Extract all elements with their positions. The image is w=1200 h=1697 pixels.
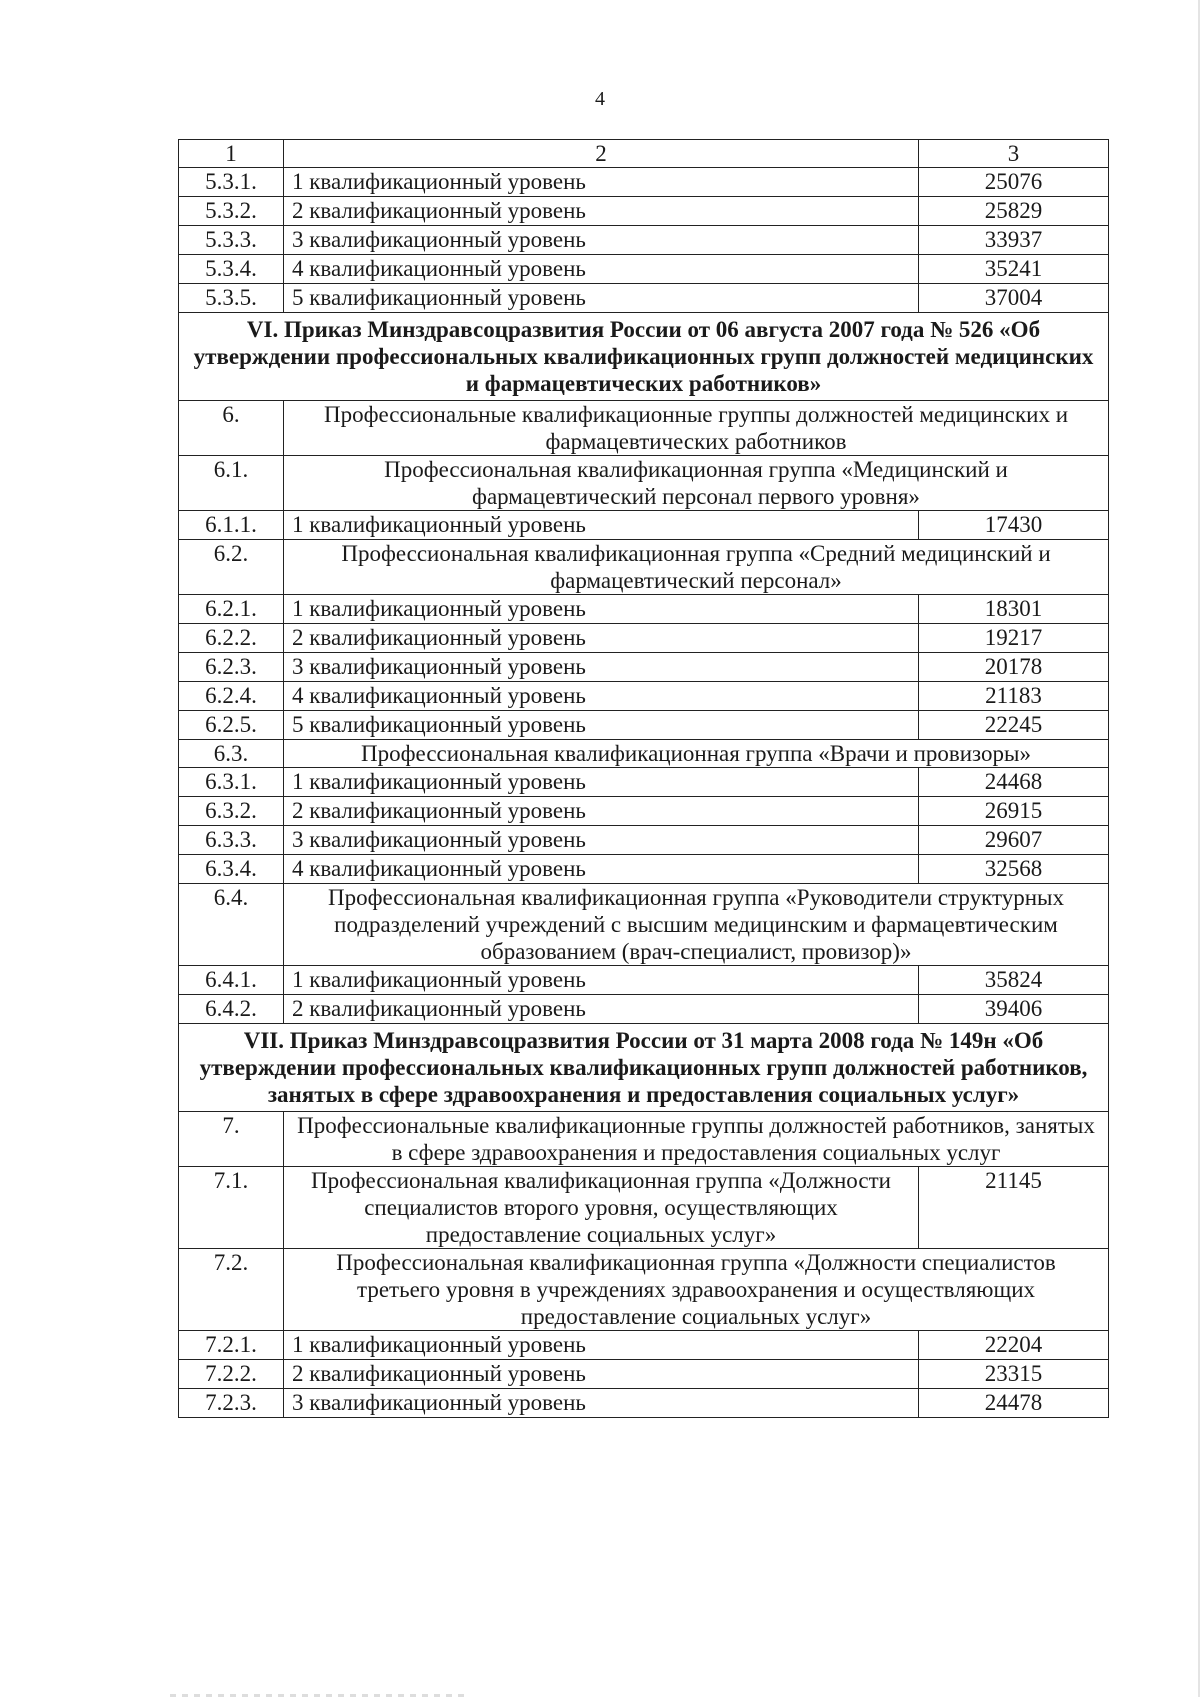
item-number: 5.3.2.: [179, 197, 284, 226]
table-row: [179, 884, 1109, 966]
item-number: 5.3.3.: [179, 226, 284, 255]
level-name: 1 квалификационный уровень: [284, 1331, 919, 1360]
level-name: 2 квалификационный уровень: [284, 624, 919, 653]
level-name: 2 квалификационный уровень: [284, 1360, 919, 1389]
salary-value: 19217: [919, 624, 1109, 653]
salary-value: 20178: [919, 653, 1109, 682]
salary-value: 21145: [919, 1167, 1109, 1249]
salary-value: 29607: [919, 826, 1109, 855]
table-row: [179, 682, 1109, 711]
salary-value: 25076: [919, 168, 1109, 197]
level-name: 1 квалификационный уровень: [284, 595, 919, 624]
salary-value: 17430: [919, 511, 1109, 540]
item-number: 6.1.: [179, 456, 284, 511]
table-row: [179, 624, 1109, 653]
item-number: 5.3.1.: [179, 168, 284, 197]
salary-value: 39406: [919, 995, 1109, 1024]
level-name: 4 квалификационный уровень: [284, 855, 919, 884]
section-title: VI. Приказ Минздравсоцразвития России от 06 августа 2007 года № 526 «Об утверждении профессиональных квалификационных групп должностей медицинских и фармацевтических работников»: [179, 313, 1109, 401]
level-name: 3 квалификационный уровень: [284, 1389, 919, 1418]
item-number: 6.2.5.: [179, 711, 284, 740]
salary-value: 23315: [919, 1360, 1109, 1389]
item-number: 6.2.1.: [179, 595, 284, 624]
group-name: Профессиональные квалификационные группы должностей медицинских и фармацевтических работников: [284, 401, 1109, 456]
salary-value: 35824: [919, 966, 1109, 995]
item-number: 7.2.3.: [179, 1389, 284, 1418]
salary-value: 21183: [919, 682, 1109, 711]
salary-value: 22204: [919, 1331, 1109, 1360]
salary-value: 35241: [919, 255, 1109, 284]
item-number: 6.1.1.: [179, 511, 284, 540]
level-name: 4 квалификационный уровень: [284, 682, 919, 711]
level-name: 3 квалификационный уровень: [284, 653, 919, 682]
item-number: 7.1.: [179, 1167, 284, 1249]
table-row: [179, 797, 1109, 826]
group-name: Профессиональная квалификационная группа «Должности специалистов третьего уровня в учреждениях здравоохранения и осуществляющих предоставление социальных услуг»: [284, 1249, 1109, 1331]
level-name: 4 квалификационный уровень: [284, 255, 919, 284]
salary-value: 18301: [919, 595, 1109, 624]
item-number: 6.2.: [179, 540, 284, 595]
level-name: 1 квалификационный уровень: [284, 768, 919, 797]
page-number: 4: [595, 88, 605, 110]
level-name: 2 квалификационный уровень: [284, 995, 919, 1024]
salary-value: 32568: [919, 855, 1109, 884]
item-number: 6.3.4.: [179, 855, 284, 884]
item-number: 6.: [179, 401, 284, 456]
header-cell-3: 3: [919, 140, 1109, 168]
item-number: 5.3.4.: [179, 255, 284, 284]
salary-value: 26915: [919, 797, 1109, 826]
item-number: 7.2.1.: [179, 1331, 284, 1360]
level-name: 1 квалификационный уровень: [284, 966, 919, 995]
salary-table-body: [179, 140, 1109, 1418]
level-name: 5 квалификационный уровень: [284, 711, 919, 740]
item-number: 6.3.2.: [179, 797, 284, 826]
group-name: Профессиональная квалификационная группа «Средний медицинский и фармацевтический персонал»: [284, 540, 1109, 595]
table-row: [179, 226, 1109, 255]
item-number: 6.2.3.: [179, 653, 284, 682]
salary-value: 24478: [919, 1389, 1109, 1418]
item-number: 6.3.3.: [179, 826, 284, 855]
table-row: [179, 855, 1109, 884]
table-row: [179, 401, 1109, 456]
item-number: 6.3.1.: [179, 768, 284, 797]
table-row: [179, 711, 1109, 740]
item-number: 7.: [179, 1112, 284, 1167]
item-number: 7.2.: [179, 1249, 284, 1331]
item-number: 6.4.: [179, 884, 284, 966]
table-row: [179, 1360, 1109, 1389]
salary-table: [178, 139, 1109, 1418]
item-number: 7.2.2.: [179, 1360, 284, 1389]
level-name: 3 квалификационный уровень: [284, 226, 919, 255]
item-number: 5.3.5.: [179, 284, 284, 313]
item-number: 6.4.2.: [179, 995, 284, 1024]
level-name: 3 квалификационный уровень: [284, 826, 919, 855]
item-number: 6.2.2.: [179, 624, 284, 653]
section-header-row: [179, 1024, 1109, 1112]
table-row: [179, 197, 1109, 226]
table-row: [179, 653, 1109, 682]
table-row: [179, 1331, 1109, 1360]
salary-value: 25829: [919, 197, 1109, 226]
table-row: [179, 995, 1109, 1024]
salary-value: 24468: [919, 768, 1109, 797]
table-row: [179, 1167, 1109, 1249]
level-name: 1 квалификационный уровень: [284, 168, 919, 197]
table-row: [179, 456, 1109, 511]
table-row: [179, 826, 1109, 855]
table-row: [179, 540, 1109, 595]
salary-value: 33937: [919, 226, 1109, 255]
table-row: [179, 595, 1109, 624]
table-row: [179, 740, 1109, 768]
item-number: 6.4.1.: [179, 966, 284, 995]
group-name: Профессиональная квалификационная группа «Медицинский и фармацевтический персонал первого уровня»: [284, 456, 1109, 511]
group-name: Профессиональная квалификационная группа «Должности специалистов второго уровня, осуществляющих предоставление социальных услуг»: [284, 1167, 919, 1249]
header-cell-2: 2: [284, 140, 919, 168]
table-row: [179, 511, 1109, 540]
header-cell-1: 1: [179, 140, 284, 168]
level-name: 1 квалификационный уровень: [284, 511, 919, 540]
level-name: 2 квалификационный уровень: [284, 797, 919, 826]
table-row: [179, 255, 1109, 284]
group-name: Профессиональная квалификационная группа «Врачи и провизоры»: [284, 740, 1109, 768]
table-row: [179, 284, 1109, 313]
table-row: [179, 1112, 1109, 1167]
section-title: VII. Приказ Минздравсоцразвития России от 31 марта 2008 года № 149н «Об утверждении профессиональных квалификационных групп должностей работников, занятых в сфере здравоохранения и предоставления социальных услуг»: [179, 1024, 1109, 1112]
item-number: 6.2.4.: [179, 682, 284, 711]
table-row: [179, 1389, 1109, 1418]
salary-value: 37004: [919, 284, 1109, 313]
table-row: [179, 768, 1109, 797]
salary-value: 22245: [919, 711, 1109, 740]
item-number: 6.3.: [179, 740, 284, 768]
group-name: Профессиональные квалификационные группы должностей работников, занятых в сфере здравоохранения и предоставления социальных услуг: [284, 1112, 1109, 1167]
table-header-row: [179, 140, 1109, 168]
table-row: [179, 168, 1109, 197]
section-header-row: [179, 313, 1109, 401]
table-row: [179, 966, 1109, 995]
level-name: 2 квалификационный уровень: [284, 197, 919, 226]
level-name: 5 квалификационный уровень: [284, 284, 919, 313]
table-row: [179, 1249, 1109, 1331]
group-name: Профессиональная квалификационная группа «Руководители структурных подразделений учреждений с высшим медицинским и фармацевтическим образованием (врач-специалист, провизор)»: [284, 884, 1109, 966]
